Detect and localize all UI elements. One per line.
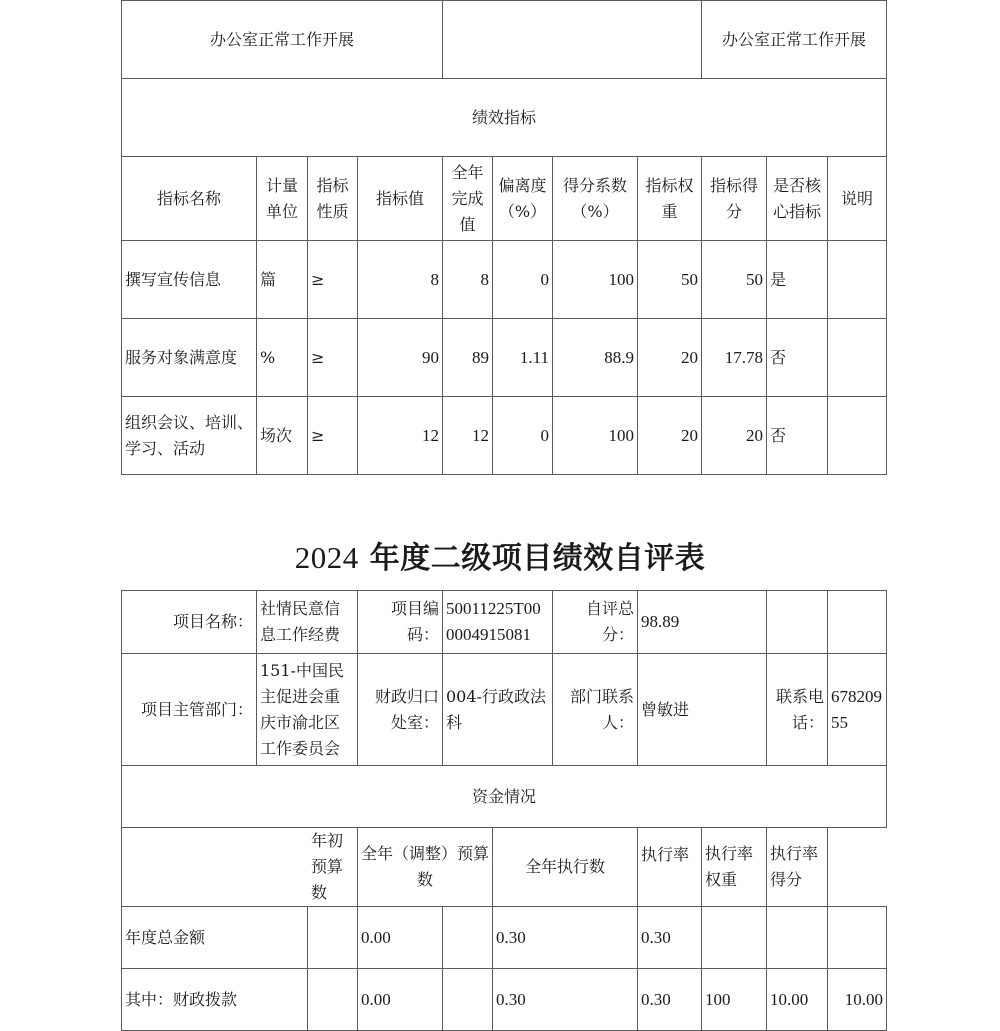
- indicator-coef: 100: [553, 397, 638, 475]
- phone-value: 67820955: [828, 654, 887, 766]
- indicator-core: 是: [767, 241, 828, 319]
- header-exec-rate-score: 执行率得分: [767, 828, 828, 907]
- indicator-core: 否: [767, 319, 828, 397]
- form-title-text: 年度二级项目绩效自评表: [358, 541, 706, 576]
- header-adjusted-budget: 全年（调整）预算数: [358, 828, 493, 907]
- table-row: [122, 654, 887, 766]
- header-unit: 计量单位: [257, 157, 308, 241]
- indicator-actual: 89: [443, 319, 493, 397]
- indicator-score: 17.78: [702, 319, 767, 397]
- self-score-label: 自评总分：: [553, 591, 638, 654]
- funds-row-label: 其中：财政拨款: [122, 969, 308, 1031]
- header-deviation: 偏离度（%）: [493, 157, 553, 241]
- table-row: [122, 397, 887, 475]
- indicator-note: [828, 397, 887, 475]
- indicator-weight: 20: [638, 319, 702, 397]
- performance-indicator-table: [121, 0, 887, 475]
- table-row: [122, 907, 887, 969]
- indicator-score: 50: [702, 241, 767, 319]
- section-title-funds: 资金情况: [122, 766, 887, 828]
- project-name-value: 社情民意信息工作经费: [257, 591, 358, 654]
- empty-cell: [443, 969, 493, 1031]
- table-row: [122, 319, 887, 397]
- funds-rate: 100: [702, 969, 767, 1031]
- indicator-coef: 100: [553, 241, 638, 319]
- indicator-target: 8: [358, 241, 443, 319]
- contact-value: 曾敏进: [638, 654, 767, 766]
- header-note: 说明: [828, 157, 887, 241]
- header-target: 指标值: [358, 157, 443, 241]
- dept-value: 151-中国民主促进会重庆市渝北区工作委员会: [257, 654, 358, 766]
- phone-label: 联系电话：: [767, 654, 828, 766]
- table-row: [122, 766, 887, 828]
- indicator-unit: 篇: [257, 241, 308, 319]
- indicator-target: 12: [358, 397, 443, 475]
- section-title-indicators: 绩效指标: [122, 79, 887, 157]
- table-header-row: [122, 157, 887, 241]
- table-row: [122, 241, 887, 319]
- funds-rate-score: 10.00: [828, 969, 887, 1031]
- empty-cell: [308, 907, 358, 969]
- objective-cell-middle: [443, 1, 702, 79]
- indicator-deviation: 0: [493, 397, 553, 475]
- header-actual: 全年完成值: [443, 157, 493, 241]
- indicator-name: 组织会议、培训、学习、活动: [122, 397, 257, 475]
- header-coef: 得分系数（%）: [553, 157, 638, 241]
- form-title: [0, 536, 1000, 581]
- objective-cell-left: 办公室正常工作开展: [122, 1, 443, 79]
- contact-label: 部门联系人：: [553, 654, 638, 766]
- funds-executed: 0.30: [638, 907, 702, 969]
- table-row: [122, 1, 887, 79]
- funds-executed: 0.30: [638, 969, 702, 1031]
- dept-label: 项目主管部门：: [122, 654, 257, 766]
- indicator-weight: 50: [638, 241, 702, 319]
- funds-initial: 0.00: [358, 907, 443, 969]
- indicator-actual: 12: [443, 397, 493, 475]
- indicator-deviation: 1.11: [493, 319, 553, 397]
- empty-cell: [767, 591, 828, 654]
- indicator-target: 90: [358, 319, 443, 397]
- funds-rate: [702, 907, 767, 969]
- funds-rate-weight: 10.00: [767, 969, 828, 1031]
- finance-label: 财政归口处室：: [358, 654, 443, 766]
- empty-cell: [828, 591, 887, 654]
- header-name: 指标名称: [122, 157, 257, 241]
- indicator-deviation: 0: [493, 241, 553, 319]
- indicator-nature: ≥: [308, 397, 358, 475]
- header-exec-rate: 执行率: [638, 828, 702, 907]
- indicator-nature: ≥: [308, 241, 358, 319]
- indicator-weight: 20: [638, 397, 702, 475]
- project-code-value: 50011225T000004915081: [443, 591, 553, 654]
- indicator-note: [828, 319, 887, 397]
- header-executed: 全年执行数: [493, 828, 638, 907]
- funds-adjusted: 0.30: [493, 907, 638, 969]
- objective-cell-right: 办公室正常工作开展: [702, 1, 887, 79]
- indicator-nature: ≥: [308, 319, 358, 397]
- indicator-unit: 场次: [257, 397, 308, 475]
- indicator-note: [828, 241, 887, 319]
- funds-row-label: 年度总金额: [122, 907, 308, 969]
- empty-cell: [308, 969, 358, 1031]
- funds-rate-weight: [767, 907, 828, 969]
- funds-initial: 0.00: [358, 969, 443, 1031]
- project-name-label: 项目名称：: [122, 591, 257, 654]
- indicator-core: 否: [767, 397, 828, 475]
- self-score-value: 98.89: [638, 591, 767, 654]
- empty-cell: [443, 907, 493, 969]
- finance-value: 004-行政政法科: [443, 654, 553, 766]
- indicator-name: 撰写宣传信息: [122, 241, 257, 319]
- project-evaluation-table: [121, 590, 887, 1031]
- header-exec-rate-weight: 执行率权重: [702, 828, 767, 907]
- indicator-coef: 88.9: [553, 319, 638, 397]
- indicator-unit: %: [257, 319, 308, 397]
- indicator-actual: 8: [443, 241, 493, 319]
- table-row: [122, 79, 887, 157]
- table-header-row: [122, 828, 887, 907]
- indicator-score: 20: [702, 397, 767, 475]
- header-initial-budget: 年初预算数: [122, 828, 358, 907]
- funds-rate-score: [828, 907, 887, 969]
- funds-adjusted: 0.30: [493, 969, 638, 1031]
- header-score: 指标得分: [702, 157, 767, 241]
- header-weight: 指标权重: [638, 157, 702, 241]
- project-code-label: 项目编码：: [358, 591, 443, 654]
- table-row: [122, 591, 887, 654]
- header-nature: 指标性质: [308, 157, 358, 241]
- table-row: [122, 969, 887, 1031]
- header-core: 是否核心指标: [767, 157, 828, 241]
- indicator-name: 服务对象满意度: [122, 319, 257, 397]
- form-title-year: 2024: [294, 540, 359, 575]
